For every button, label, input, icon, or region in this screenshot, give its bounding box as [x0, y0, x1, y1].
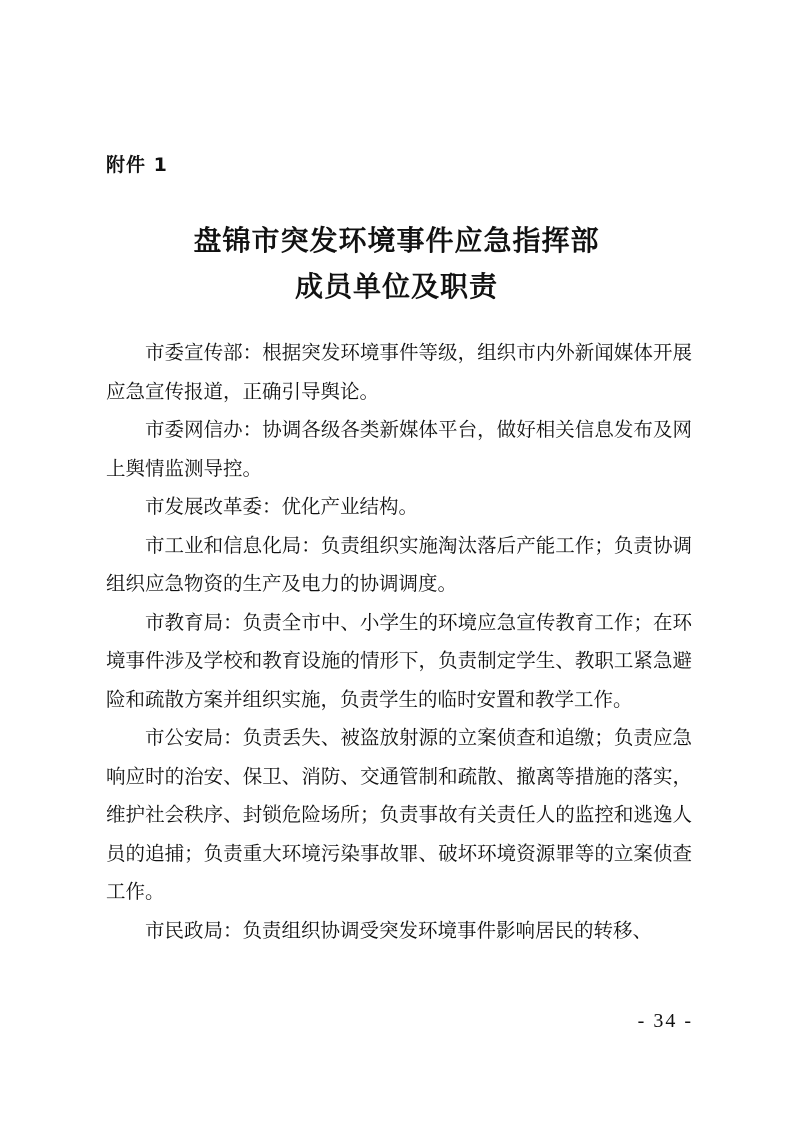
- document-body: [106, 334, 692, 950]
- paragraph-public-security: 市公安局：负责丢失、被盗放射源的立案侦查和追缴；负责应急响应时的治安、保卫、消防、交通管制和疏散、撤离等措施的落实，维护社会秩序、封锁危险场所；负责事故有关责任人的监控和逃逸人员的追捕；负责重大环境污染事故罪、破坏环境资源罪等的立案侦查工作。: [106, 726, 692, 903]
- title-line-2: 成员单位及职责: [294, 270, 498, 303]
- attachment-label: 附件 1: [106, 154, 168, 176]
- title-line-1: 盘锦市突发环境事件应急指挥部: [193, 224, 600, 257]
- paragraph-education: 市教育局：负责全市中、小学生的环境应急宣传教育工作；在环境事件涉及学校和教育设施的情形下，负责制定学生、教职工紧急避险和疏散方案并组织实施，负责学生的临时安置和教学工作。: [106, 610, 692, 711]
- paragraph-propaganda-dept: 市委宣传部：根据突发环境事件等级，组织市内外新闻媒体开展应急宣传报道，正确引导舆论。: [106, 341, 692, 403]
- paragraph-development-reform: 市发展改革委：优化产业结构。: [145, 495, 419, 518]
- paragraph-civil-affairs: 市民政局：负责组织协调受突发环境事件影响居民的转移、: [145, 918, 653, 942]
- paragraph-cyberspace-office: 市委网信办：协调各级各类新媒体平台，做好相关信息发布及网上舆情监测导控。: [106, 418, 692, 480]
- page-number: - 34 -: [637, 1010, 693, 1032]
- paragraph-industry-it: 市工业和信息化局：负责组织实施淘汰落后产能工作；负责协调组织应急物资的生产及电力的协调调度。: [106, 533, 692, 595]
- document-title: [0, 218, 793, 310]
